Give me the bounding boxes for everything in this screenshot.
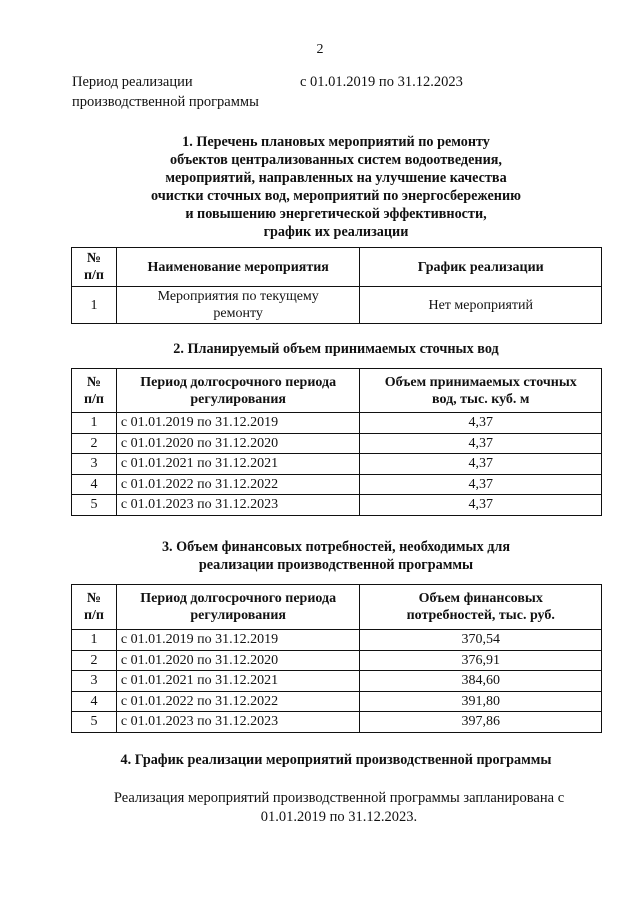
- cell-value: 391,80: [360, 691, 602, 712]
- title-line: 1. Перечень плановых мероприятий по ремонту: [182, 134, 490, 150]
- table-row: [72, 671, 602, 692]
- table-row: [72, 474, 602, 495]
- period-value: с 01.01.2019 по 31.12.2023: [300, 74, 463, 90]
- period-label-line: Период реализации: [72, 74, 193, 90]
- cell-period: с 01.01.2022 по 31.12.2022: [116, 691, 360, 712]
- header-period: Период долгосрочного периода регулирования: [116, 585, 360, 630]
- table-header-row: [72, 369, 602, 413]
- title-line: очистки сточных вод, мероприятий по энергосбережению: [151, 188, 521, 204]
- cell-num: 1: [72, 287, 117, 324]
- title-line: объектов централизованных систем водоотведения,: [170, 152, 502, 168]
- cell-period: с 01.01.2022 по 31.12.2022: [116, 474, 360, 495]
- table-row: [72, 650, 602, 671]
- section1-title: [72, 133, 600, 241]
- title-line: реализации производственной программы: [198, 557, 474, 573]
- page-number: 2: [316, 42, 324, 57]
- table-row: [72, 413, 602, 434]
- cell-period: с 01.01.2020 по 31.12.2020: [116, 650, 360, 671]
- table-header-row: [72, 585, 602, 630]
- header-name: Наименование мероприятия: [116, 248, 360, 287]
- cell-num: 3: [72, 454, 117, 475]
- cell-num: 2: [72, 433, 117, 454]
- header-period: Период долгосрочного периода регулирования: [116, 369, 360, 413]
- title-line: мероприятий, направленных на улучшение качества: [165, 170, 507, 186]
- activities-table: [71, 247, 602, 324]
- header-finance: Объем финансовых потребностей, тыс. руб.: [360, 585, 602, 630]
- table-row: [72, 712, 602, 733]
- cell-num: 5: [72, 495, 117, 516]
- cell-value: 370,54: [360, 630, 602, 651]
- header-num: № п/п: [72, 369, 117, 413]
- table-row: [72, 433, 602, 454]
- cell-period: с 01.01.2021 по 31.12.2021: [116, 671, 360, 692]
- section4-title: 4. График реализации мероприятий производственной программы: [120, 752, 552, 768]
- cell-period: с 01.01.2020 по 31.12.2020: [116, 433, 360, 454]
- cell-period: с 01.01.2019 по 31.12.2019: [116, 630, 360, 651]
- cell-num: 5: [72, 712, 117, 733]
- table-row: [72, 630, 602, 651]
- cell-value: 4,37: [360, 433, 602, 454]
- note-line: Реализация мероприятий производственной программы запланирована с: [113, 790, 565, 806]
- cell-value: 384,60: [360, 671, 602, 692]
- cell-name: Мероприятия по текущему ремонту: [116, 287, 360, 324]
- cell-num: 1: [72, 630, 117, 651]
- cell-num: 2: [72, 650, 117, 671]
- cell-period: с 01.01.2021 по 31.12.2021: [116, 454, 360, 475]
- cell-num: 1: [72, 413, 117, 434]
- cell-value: 4,37: [360, 454, 602, 475]
- title-line: 3. Объем финансовых потребностей, необходимых для: [161, 539, 511, 555]
- wastewater-volume-table: [71, 368, 602, 516]
- cell-value: 397,86: [360, 712, 602, 733]
- cell-schedule: Нет мероприятий: [360, 287, 602, 324]
- header-num: № п/п: [72, 585, 117, 630]
- cell-value: 4,37: [360, 413, 602, 434]
- header-schedule: График реализации: [360, 248, 602, 287]
- cell-num: 4: [72, 691, 117, 712]
- period-label-line: производственной программы: [72, 94, 259, 110]
- table-row: [72, 287, 602, 324]
- cell-value: 376,91: [360, 650, 602, 671]
- table-row: [72, 454, 602, 475]
- header-num: № п/п: [72, 248, 117, 287]
- cell-num: 3: [72, 671, 117, 692]
- table-header-row: [72, 248, 602, 287]
- cell-period: с 01.01.2019 по 31.12.2019: [116, 413, 360, 434]
- table-row: [72, 495, 602, 516]
- financial-needs-table: [71, 584, 602, 733]
- title-line: и повышению энергетической эффективности,: [185, 206, 487, 222]
- title-line: график их реализации: [263, 224, 409, 240]
- cell-period: с 01.01.2023 по 31.12.2023: [116, 712, 360, 733]
- cell-num: 4: [72, 474, 117, 495]
- cell-value: 4,37: [360, 495, 602, 516]
- section2-title: 2. Планируемый объем принимаемых сточных вод: [173, 341, 499, 357]
- cell-value: 4,37: [360, 474, 602, 495]
- implementation-note: [80, 789, 598, 827]
- table-row: [72, 691, 602, 712]
- note-line: 01.01.2019 по 31.12.2023.: [260, 809, 418, 825]
- section3-title: [72, 538, 600, 574]
- header-volume: Объем принимаемых сточных вод, тыс. куб. м: [360, 369, 602, 413]
- period-label: [72, 72, 259, 112]
- cell-period: с 01.01.2023 по 31.12.2023: [116, 495, 360, 516]
